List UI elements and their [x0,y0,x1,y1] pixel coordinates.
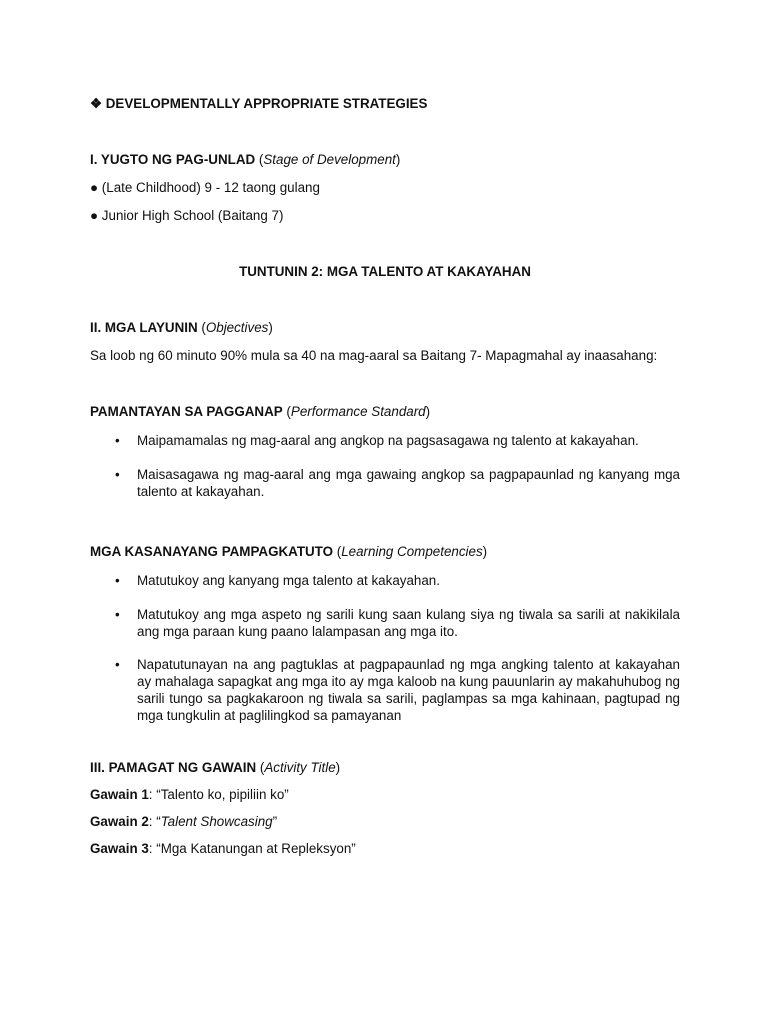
diamond-bullet-icon: ❖ [90,96,103,111]
objectives-heading: II. MGA LAYUNIN (Objectives) [90,320,273,335]
document-title: ❖ DEVELOPMENTALLY APPROPRIATE STRATEGIES [90,96,428,111]
competencies-heading: MGA KASANAYANG PAMPAGKATUTO (Learning Competencies) [90,544,488,559]
activity-line: Gawain 3: “Mga Katanungan at Repleksyon” [90,841,356,856]
competencies-list [90,606,680,640]
stage-heading: I. YUGTO NG PAG-UNLAD (Stage of Development) [90,152,401,167]
activity-line: Gawain 2: “Talent Showcasing” [90,814,278,829]
objectives-text: Sa loob ng 60 minuto 90% mula sa 40 na mag-aaral sa Baitang 7- Mapagmahal ay inaasahang: [90,348,658,363]
performance-list [90,432,680,449]
rule-title: TUNTUNIN 2: MGA TALENTO AT KAKAYAHAN [239,264,531,279]
performance-list [90,466,680,500]
list-item: • Matutukoy ang mga aspeto ng sarili kung saan kulang siya ng tiwala sa sarili at nakikilala ang mga paraan kung paano lalampasan ang mga ito. [90,606,680,640]
activity-line: Gawain 1: “Talento ko, pipiliin ko” [90,787,289,802]
list-item: • Maisasagawa ng mag-aaral ang mga gawaing angkop sa pagpapaunlad ng kanyang mga talento at kakayahan. [90,466,680,500]
competencies-list [90,656,680,724]
performance-heading: PAMANTAYAN SA PAGGANAP (Performance Standard) [90,404,431,419]
stage-item: ● (Late Childhood) 9 - 12 taong gulang [90,180,320,195]
list-item: • Napatutunayan na ang pagtuklas at pagpapaunlad ng mga angking talento at kakayahan ay mahalaga sapagkat ang mga ito ay mga kaloob na kung pauunlarin ay makahuhubog ng sarili tungo sa pagkakaroon ng tiwala sa sarili, paglampas sa mga kahinaan, pagtupad ng mga tungkulin at paglilingkod sa pamayanan [90,656,680,724]
activities-heading: III. PAMAGAT NG GAWAIN (Activity Title) [90,760,341,775]
list-item: • Maipamamalas ng mag-aaral ang angkop na pagsasagawa ng talento at kakayahan. [90,432,680,449]
list-item: • Matutukoy ang kanyang mga talento at kakayahan. [90,572,680,589]
competencies-list [90,572,680,589]
stage-item: ● Junior High School (Baitang 7) [90,208,284,223]
